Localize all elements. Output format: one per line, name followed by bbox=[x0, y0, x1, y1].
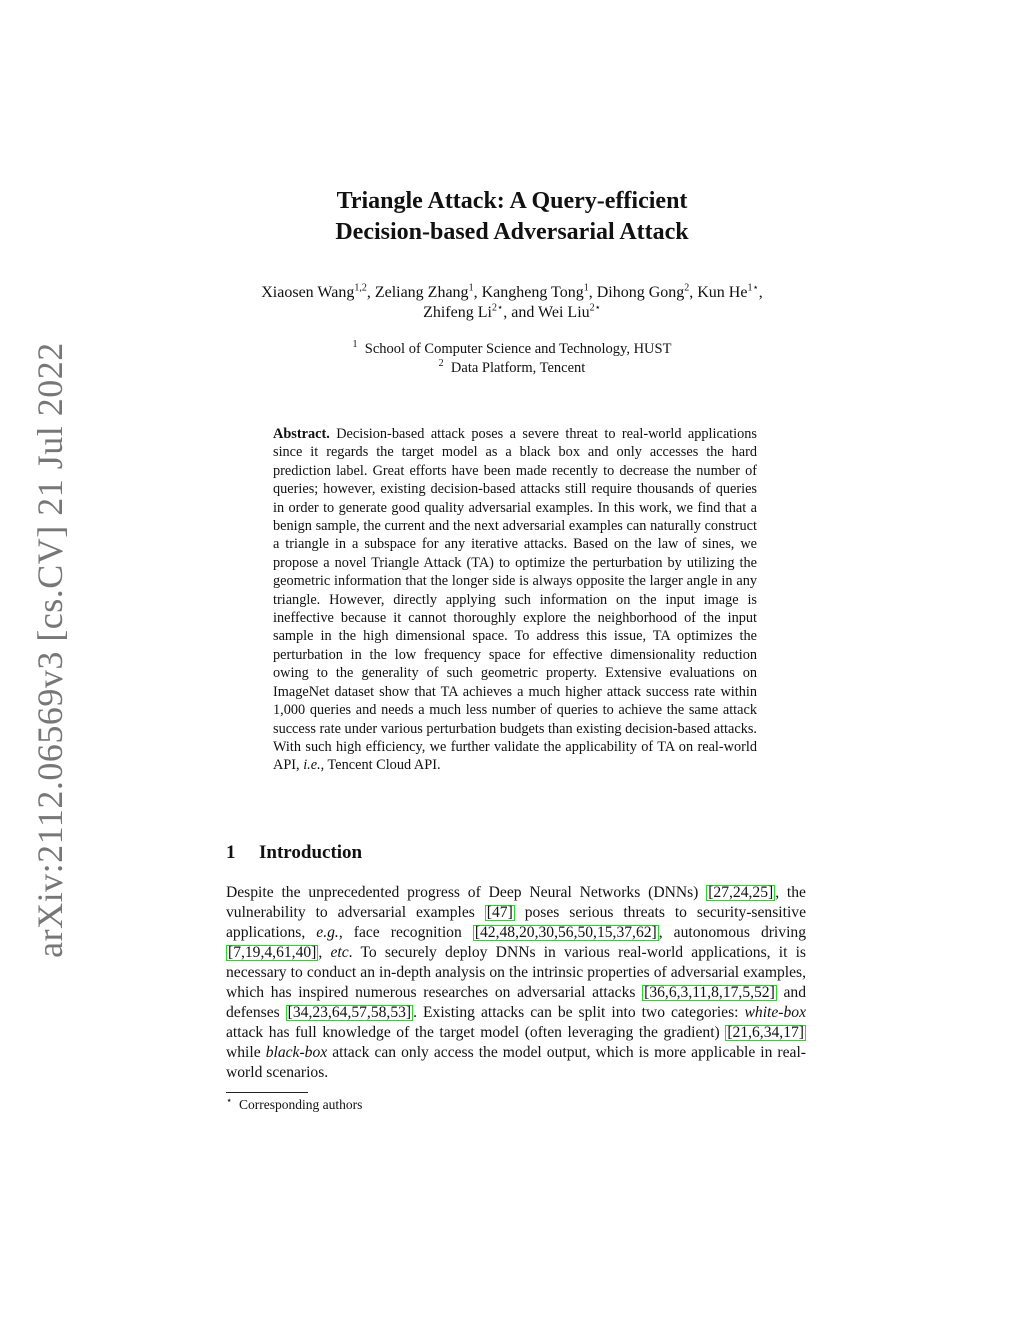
intro-text: . To securely deploy DNNs in various real-world applications, it is necessary to conduct an in-depth analysis on the intrinsic properties of adversarial examples, which has inspired numerous researches on adversarial attacks bbox=[226, 944, 806, 1001]
intro-text: Despite the unprecedented progress of Deep Neural Networks (DNNs) bbox=[226, 884, 699, 901]
eg-abbreviation: e.g. bbox=[316, 924, 339, 941]
abstract-label: Abstract. bbox=[273, 426, 330, 442]
intro-text: , autonomous driving bbox=[658, 924, 806, 941]
etc-abbreviation: etc bbox=[330, 944, 349, 961]
paper-title bbox=[0, 186, 1024, 248]
author-conjunction: and bbox=[511, 304, 535, 321]
title-line-2: Decision-based Adversarial Attack bbox=[335, 219, 689, 245]
author-name: Zhifeng Li bbox=[423, 304, 492, 321]
author-line-1: Xiaosen Wang$^{1,2}$, Zeliang Zhang$^1$, Kangheng Tong$^1$, Dihong Gong$^2$, Kun $He^{1⋆}$, bbox=[261, 282, 763, 301]
section-number: 1 bbox=[226, 842, 236, 863]
citation-link[interactable]: [47] bbox=[486, 904, 513, 921]
affiliation-text: Data Platform, Tencent bbox=[450, 359, 586, 376]
author-line-2: Zhifeng $Li^{2⋆}$, and Wei Liu$^{2⋆}$ bbox=[423, 302, 601, 321]
section-heading-introduction bbox=[226, 842, 362, 864]
footnote-corresponding-authors bbox=[226, 1096, 362, 1113]
citation-link[interactable]: [27,24,25] bbox=[708, 884, 774, 901]
intro-text: . Existing attacks can be split into two categories: bbox=[413, 1004, 739, 1021]
abstract-paragraph bbox=[273, 425, 757, 775]
title-line-1: Triangle Attack: A Query-efficient bbox=[336, 188, 688, 214]
author-list bbox=[0, 283, 1024, 323]
intro-text: , bbox=[318, 944, 323, 961]
affiliation-2 bbox=[0, 359, 1024, 378]
section-title: Introduction bbox=[259, 842, 363, 863]
author-name: Kangheng Tong bbox=[481, 284, 584, 301]
intro-text: and defenses bbox=[226, 984, 806, 1021]
author-affil-mark: 1 bbox=[468, 282, 474, 294]
intro-text: poses serious threats to security-sensitive applications, bbox=[226, 904, 807, 941]
author-affil-mark: 1,2 bbox=[354, 282, 367, 294]
citation-link[interactable]: [36,6,3,11,8,17,5,52] bbox=[644, 984, 775, 1001]
author-affil-mark: 1 bbox=[583, 282, 589, 294]
author-affil-mark: 2⋆ bbox=[491, 302, 504, 314]
white-box-term: white-box bbox=[744, 1004, 806, 1021]
author-affil-mark: 1⋆ bbox=[747, 282, 759, 294]
intro-text: attack can only access the model output, which is more applicable in real-world scenarios. bbox=[226, 1044, 806, 1081]
author-name: Zeliang Zhang bbox=[374, 284, 469, 301]
footnote-text: Corresponding authors bbox=[239, 1097, 363, 1112]
abstract-text: Decision-based attack poses a severe threat to real-world applications since it regards the target model as a black box and only accesses the hard prediction label. Great efforts have been made recently to decrease the number of queries; however, existing decision-based attacks still require thousands of queries in order to generate good quality adversarial examples. In this work, we find that a benign sample, the current and the next adversarial examples can naturally construct a triangle in a subspace for any iterative attacks. Based on the law of sines, we propose a novel Triangle Attack (TA) to optimize the perturbation by utilizing the geometric information that the longer side is always opposite the larger angle in any triangle. However, directly applying such information on the input image is ineffective because it cannot thoroughly explore the neighborhood of the input sample in the high dimensional space. To address this issue, TA optimizes the perturbation in the low frequency space for effective dimensionality reduction owing to the generality of such geometric property. Extensive evaluations on ImageNet dataset show that TA achieves a much higher attack success rate within 1,000 queries and needs a much less number of queries to achieve the same attack success rate under various perturbation budgets than existing decision-based attacks. With such high efficiency, we further validate the applicability of TA on real-world API, bbox=[273, 426, 757, 774]
black-box-term: black-box bbox=[265, 1044, 328, 1061]
author-name: Dihong Gong bbox=[596, 284, 685, 301]
author-name: Wei Liu bbox=[538, 304, 590, 321]
intro-text: , the vulnerability to adversarial examples bbox=[226, 884, 806, 921]
ie-abbreviation: i.e. bbox=[303, 757, 321, 774]
intro-text: attack has full knowledge of the target model (often leveraging the gradient) bbox=[226, 1024, 720, 1041]
author-affil-mark: 2⋆ bbox=[589, 302, 601, 314]
arxiv-identifier-stamp: arXiv:2112.06569v3 [cs.CV] 21 Jul 2022 bbox=[30, 342, 70, 958]
intro-text: , face recognition bbox=[338, 924, 462, 941]
author-name: Kun He bbox=[697, 284, 748, 301]
abstract-text-end: , Tencent Cloud API. bbox=[320, 757, 441, 774]
citation-link[interactable]: [21,6,34,17] bbox=[727, 1024, 804, 1041]
introduction-paragraph bbox=[226, 883, 806, 1083]
affiliation-mark: 1 bbox=[352, 339, 358, 351]
affiliation-text: School of Computer Science and Technology, HUST bbox=[364, 341, 672, 357]
author-name: Xiaosen Wang bbox=[261, 284, 355, 301]
citation-link[interactable]: [7,19,4,61,40] bbox=[228, 944, 317, 961]
affiliation-mark: 2 bbox=[438, 357, 444, 369]
intro-text: while bbox=[226, 1044, 261, 1061]
footnote-mark: ⋆ bbox=[226, 1095, 233, 1107]
affiliation-list bbox=[0, 340, 1024, 377]
citation-link[interactable]: [34,23,64,57,58,53] bbox=[287, 1004, 412, 1021]
citation-link[interactable]: [42,48,20,30,56,50,15,37,62] bbox=[474, 924, 657, 941]
footnote-divider bbox=[226, 1092, 308, 1093]
author-affil-mark: 2 bbox=[684, 282, 690, 294]
affiliation-1 bbox=[0, 340, 1024, 359]
